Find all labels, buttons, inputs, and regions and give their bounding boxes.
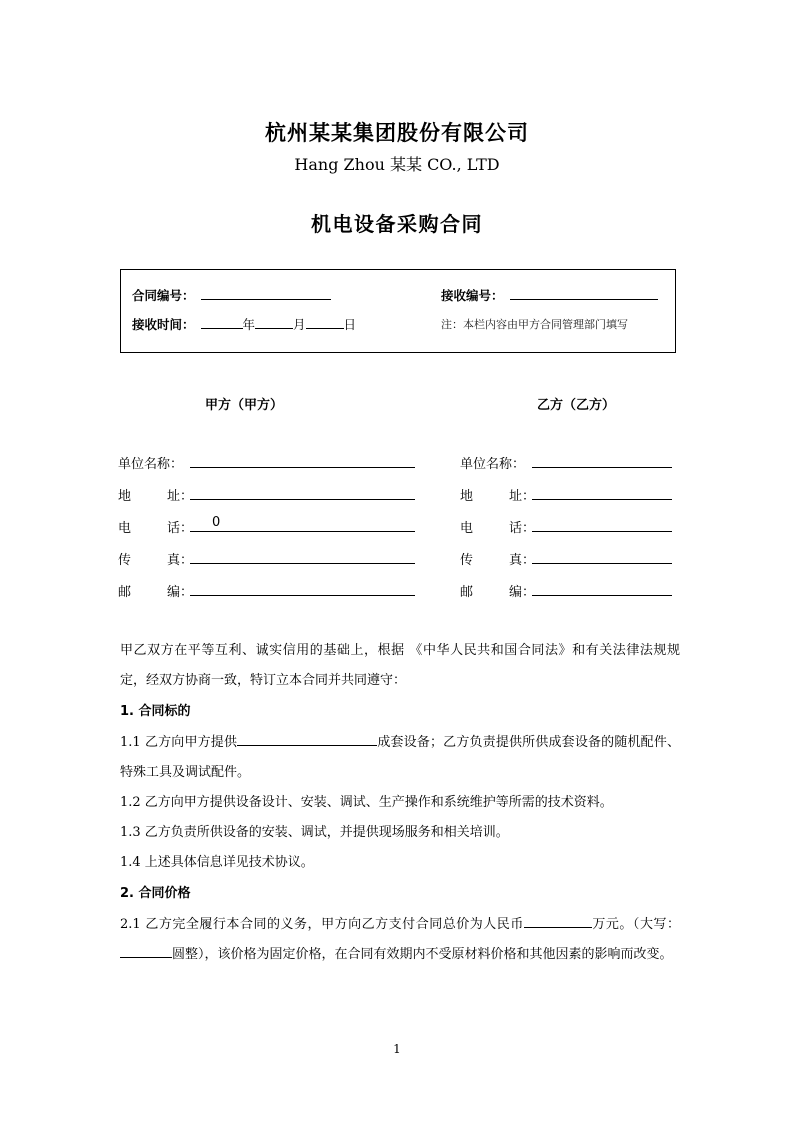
phone-label-char1: 电 <box>460 521 474 536</box>
info-box-note-row <box>441 316 628 332</box>
colon: ： <box>522 585 536 600</box>
phone-label-chars <box>118 517 180 536</box>
colon: ： <box>180 489 194 504</box>
address-label-char2: 址 <box>166 489 180 504</box>
fax-label-char2: 真 <box>508 553 522 568</box>
party-b-fax-label <box>460 549 536 568</box>
clause-1-3: 1.3 乙方负责所供设备的安装、调试，并提供现场服务和相关培训。 <box>120 825 509 840</box>
month-unit-label: 月 <box>293 317 306 332</box>
phone-label-char2: 话 <box>508 521 522 536</box>
fax-label-char1: 传 <box>118 553 132 568</box>
colon: ： <box>180 553 194 568</box>
party-a-address-label <box>118 485 194 504</box>
party-a-company-name-input[interactable] <box>190 452 415 468</box>
year-unit-label: 年 <box>242 317 256 332</box>
party-b-phone-input[interactable] <box>532 516 672 532</box>
postcode-label-char1: 邮 <box>118 585 132 600</box>
fax-label-chars <box>460 549 522 568</box>
party-b-fax-input[interactable] <box>532 548 672 564</box>
receipt-number-row <box>441 285 658 304</box>
party-a-fax-field <box>118 548 415 568</box>
party-a-address-input[interactable] <box>190 484 415 500</box>
party-a-phone-input[interactable] <box>190 516 415 532</box>
party-a-fax-label <box>118 549 194 568</box>
clause-2-1 <box>120 910 680 970</box>
day-unit-label: 日 <box>343 317 357 332</box>
party-a-address-field <box>118 484 415 504</box>
party-a-company-name-field <box>118 452 415 472</box>
receipt-time-label: 接收时间： <box>132 317 195 332</box>
field-row-address <box>0 484 794 516</box>
address-label-chars <box>118 485 180 504</box>
field-row-company-name <box>0 452 794 484</box>
party-b-postcode-input[interactable] <box>532 580 672 596</box>
colon: ： <box>522 489 536 504</box>
clause-2-1-text-3: 圆整），该价格为固定价格，在合同有效期内不受原材料价格和其他因素的影响而改变。 <box>172 947 673 962</box>
receipt-number-input[interactable] <box>510 285 658 300</box>
party-b-company-name-field <box>460 452 672 472</box>
clause-2-1-amount-input[interactable] <box>524 912 592 928</box>
clause-1-2: 1.2 乙方向甲方提供设备设计、安装、调试、生产操作和系统维护等所需的技术资料。 <box>120 795 613 810</box>
receipt-month-input[interactable] <box>255 314 293 329</box>
company-name-en: Hang Zhou 某某 CO., LTD <box>294 155 500 174</box>
phone-label-char2: 话 <box>166 521 180 536</box>
party-a-phone-value: 0 <box>212 515 221 530</box>
postcode-label-chars <box>460 581 522 600</box>
party-b-address-input[interactable] <box>532 484 672 500</box>
contract-number-input[interactable] <box>201 285 331 300</box>
party-a-postcode-field <box>118 580 415 600</box>
party-b-heading: 乙方（乙方） <box>537 398 616 413</box>
party-a-phone-label <box>118 517 194 536</box>
receipt-day-input[interactable] <box>306 314 344 329</box>
field-row-postcode <box>0 580 794 612</box>
colon: ： <box>180 521 194 536</box>
colon: ： <box>180 585 194 600</box>
address-label-char2: 址 <box>508 489 522 504</box>
party-a-company-name-label: 单位名称： <box>118 457 184 472</box>
page-title: 机电设备采购合同 <box>311 212 483 236</box>
section-1-heading: 1. 合同标的 <box>120 704 191 719</box>
address-label-char1: 地 <box>460 489 474 504</box>
phone-label-char1: 电 <box>118 521 132 536</box>
clause-2-1-amount-words-input[interactable] <box>120 942 172 958</box>
address-label-char1: 地 <box>118 489 132 504</box>
company-name-cn: 杭州某某集团股份有限公司 <box>265 121 529 145</box>
info-box-note: 注：本栏内容由甲方合同管理部门填写 <box>441 318 628 331</box>
field-row-phone <box>0 516 794 548</box>
contract-info-box <box>120 269 676 353</box>
party-a-phone-field <box>118 516 415 536</box>
phone-label-chars <box>460 517 522 536</box>
clause-2-1-text-1: 2.1 乙方完全履行本合同的义务，甲方向乙方支付合同总价为人民币 <box>120 917 524 932</box>
colon: ： <box>522 521 536 536</box>
party-a-postcode-label <box>118 581 194 600</box>
party-a-heading: 甲方（甲方） <box>205 398 284 413</box>
colon: ： <box>522 553 536 568</box>
fax-label-char1: 传 <box>460 553 474 568</box>
contract-number-row <box>132 285 331 304</box>
party-b-company-name-input[interactable] <box>532 452 672 468</box>
page-number: 1 <box>393 1042 401 1056</box>
party-b-company-name-label: 单位名称： <box>460 457 526 472</box>
party-b-address-field <box>460 484 672 504</box>
fax-label-char2: 真 <box>166 553 180 568</box>
field-row-fax <box>0 548 794 580</box>
document-header <box>0 118 794 239</box>
postcode-label-char2: 编 <box>166 585 180 600</box>
party-a-fax-input[interactable] <box>190 548 415 564</box>
contract-body <box>120 636 680 970</box>
clause-1-4: 1.4 上述具体信息详见技术协议。 <box>120 855 314 870</box>
postcode-label-char2: 编 <box>508 585 522 600</box>
party-b-phone-field <box>460 516 672 536</box>
receipt-number-label: 接收编号： <box>441 288 504 303</box>
party-b-phone-label <box>460 517 536 536</box>
party-b-fax-field <box>460 548 672 568</box>
clause-1-1-text-before: 1.1 乙方向甲方提供 <box>120 735 238 750</box>
postcode-label-char1: 邮 <box>460 585 474 600</box>
fax-label-chars <box>118 549 180 568</box>
address-label-chars <box>460 485 522 504</box>
party-b-address-label <box>460 485 536 504</box>
clause-1-1-equipment-input[interactable] <box>237 730 377 746</box>
party-b-postcode-label <box>460 581 536 600</box>
clause-2-1-text-2: 万元。（大写： <box>591 917 680 932</box>
preamble-paragraph: 甲乙双方在平等互利、诚实信用的基础上，根据 《中华人民共和国合同法》和有关法律法规规定，经双方协商一致，特订立本合同并共同遵守： <box>120 643 680 688</box>
party-a-postcode-input[interactable] <box>190 580 415 596</box>
receipt-time-row <box>132 314 356 333</box>
postcode-label-chars <box>118 581 180 600</box>
party-b-postcode-field <box>460 580 672 600</box>
party-fields <box>0 452 794 612</box>
contract-number-label: 合同编号： <box>132 288 195 303</box>
receipt-year-input[interactable] <box>201 314 243 329</box>
clause-1-1-text-after: 成套设备；乙方负责提供所供成套设备的随机配件、特殊工具及调试配件。 <box>120 735 680 780</box>
clause-1-1 <box>120 728 680 788</box>
section-2-heading: 2. 合同价格 <box>120 886 191 901</box>
